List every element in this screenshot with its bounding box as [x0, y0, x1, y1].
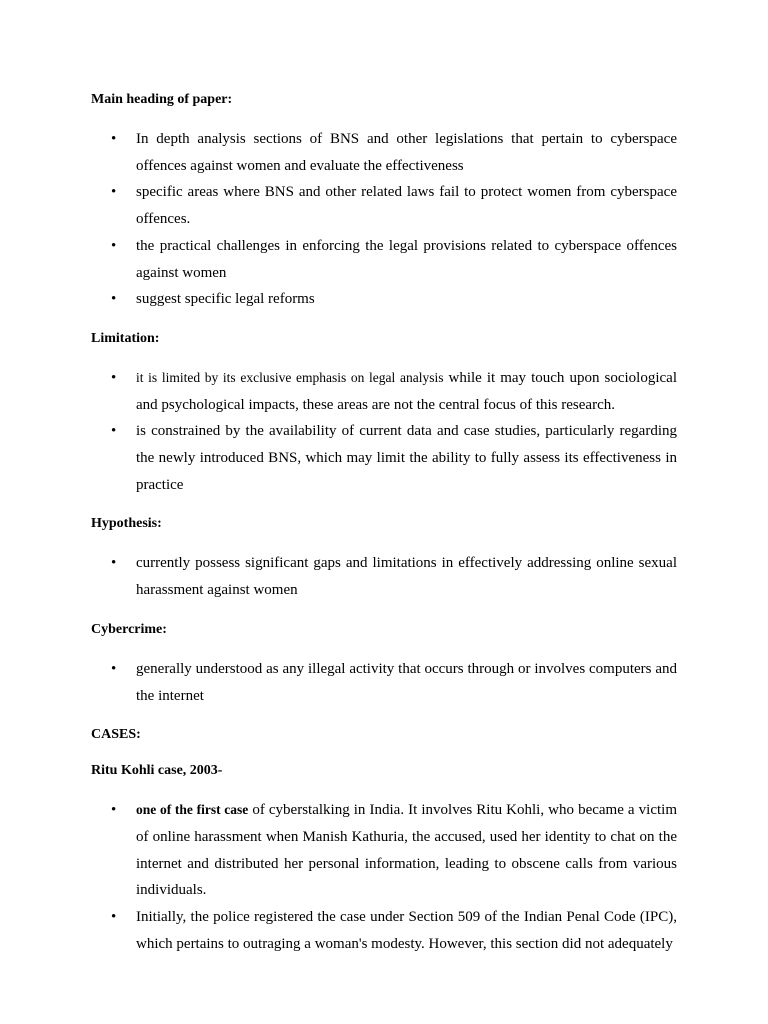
list-item: • one of the first case of cyberstalking in India. It involves Ritu Kohli, who became a victim of online harassment when Manish Kathuria, the accused, used her identity to chat on the internet and distributed her personal information, leading to obscene calls from various individuals. — [91, 797, 677, 904]
section-heading-hypothesis: Hypothesis: — [91, 516, 162, 532]
list-item: • currently possess significant gaps and limitations in effectively addressing online sexual harassment against women — [91, 550, 677, 603]
ritu-kohli-list — [91, 797, 677, 957]
bullet-icon: • — [111, 131, 117, 147]
hypothesis-list — [91, 550, 677, 603]
list-item: • In depth analysis sections of BNS and other legislations that pertain to cyberspace offences against women and evaluate the effectiveness — [91, 126, 677, 179]
list-item: • is constrained by the availability of current data and case studies, particularly regarding the newly introduced BNS, which may limit the ability to fully assess its effectiveness in practice — [91, 418, 677, 498]
section-heading-cybercrime: Cybercrime: — [91, 621, 167, 637]
cybercrime-list — [91, 656, 677, 709]
section-heading-ritu-kohli: Ritu Kohli case, 2003- — [91, 763, 223, 779]
limitation-small-text: it is limited by its exclusive emphasis on legal analysis — [136, 369, 444, 385]
list-item: • the practical challenges in enforcing the legal provisions related to cyberspace offences against women — [91, 233, 677, 286]
limitation-list — [91, 365, 677, 499]
section-heading-limitation: Limitation: — [91, 330, 160, 346]
main-heading-list — [91, 126, 677, 313]
list-item: • Initially, the police registered the case under Section 509 of the Indian Penal Code (IPC), which pertains to outraging a woman's modesty. However, this section did not adequately — [91, 904, 677, 957]
bullet-icon: • — [111, 291, 117, 308]
bullet-icon: • — [111, 660, 117, 677]
bullet-icon: • — [111, 555, 117, 572]
bullet-icon: • — [111, 369, 117, 386]
section-heading-cases: CASES: — [91, 727, 141, 743]
bullet-icon: • — [111, 184, 117, 201]
document-body — [91, 90, 677, 973]
bullet-icon: • — [111, 909, 117, 926]
list-item: • specific areas where BNS and other related laws fail to protect women from cyberspace offences. — [91, 179, 677, 232]
list-item: • generally understood as any illegal activity that occurs through or involves computers and the internet — [91, 656, 677, 709]
list-item: • it is limited by its exclusive emphasis on legal analysis while it may touch upon sociological and psychological impacts, these areas are not the central focus of this research. — [91, 365, 677, 418]
bullet-icon: • — [111, 237, 117, 254]
section-heading-main: Main heading of paper: — [91, 92, 233, 107]
bullet-icon: • — [111, 423, 117, 440]
bullet-icon: • — [111, 802, 117, 819]
emphasis-text: one of the first case — [136, 802, 249, 818]
list-item: • suggest specific legal reforms — [91, 286, 677, 313]
